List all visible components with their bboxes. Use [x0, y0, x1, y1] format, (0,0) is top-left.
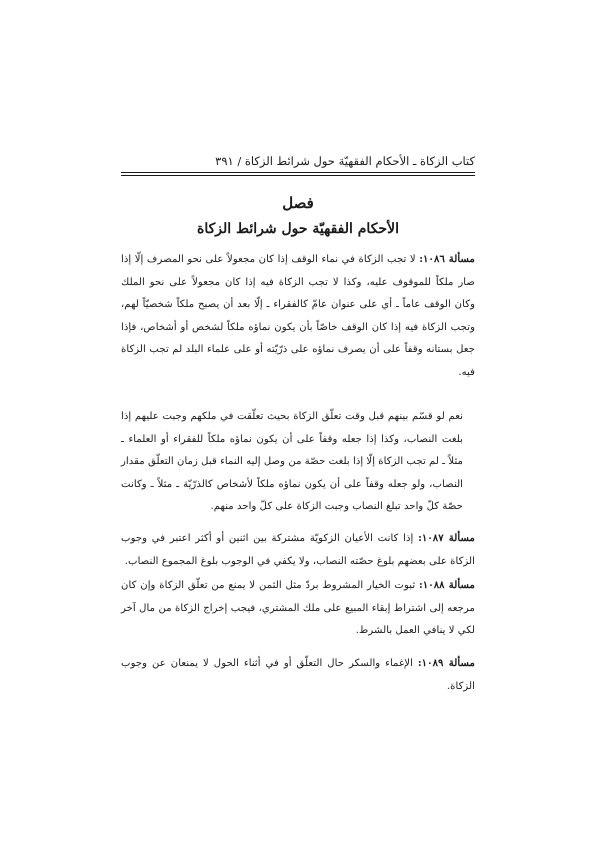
paragraph-text: ثبوت الخيار المشروط بردّ مثل الثمن لا يمنع من تعلّق الزكاة وإن كان مرجعه إلى اشتراط إبقاء المبيع على ملك المشتري، فيجب إخراج الزكاة من مال آخر لكي لا ينافي العمل بالشرط. — [121, 580, 475, 637]
paragraph-masala-1087 — [121, 527, 475, 573]
running-header: كتاب الزكاة ـ الأحكام الفقهيّة حول شرائط الزكاة / ٣٩١ — [215, 154, 475, 168]
section-title: الأحكام الفقهيّة حول شرائط الزكاة — [197, 221, 399, 237]
paragraph-masala-1089 — [121, 652, 475, 698]
paragraph-masala-1086 — [121, 248, 475, 385]
paragraph-masala-1088 — [121, 574, 475, 643]
section-heading: فصل — [282, 194, 314, 212]
paragraph-text: الإغماء والسكر حال التعلّق أو في أثناء الحول لا يمنعان عن وجوب الزكاة. — [121, 658, 475, 692]
masala-label: مسألة ١٠٨٧: — [418, 532, 476, 544]
masala-label: مسألة ١٠٨٨: — [419, 579, 475, 591]
paragraph-text: إذا كانت الأعيان الزكويّة مشتركة بين اثنين أو أكثر اعتبر في وجوب الزكاة على بعضهم بلوغ حصّته النصاب، ولا يكفي في الوجوب بلوغ المجموع النصاب. — [121, 533, 475, 567]
masala-label: مسألة ١٠٨٦: — [419, 253, 476, 265]
paragraph-text: لا تجب الزكاة في نماء الوقف إذا كان مجعولاً على نحو المصرف إلّا إذا صار ملكاً للموقوف عليه، وكذا لا تجب الزكاة فيه إذا كان مجعولاً على نحو الملك وكان الوقف عاماً ـ أي على عنوان عامّ كالفقراء ـ إلّا بعد أن يصبح ملكاً شخصيّاً لهم، وتجب الزكاة فيه إذا كان الوقف خاصّاً بأن يكون نماؤه ملكاً لشخص أو أشخاص، فإذا جعل بستانه وقفاً على أن يصرف نماؤه على ذرّيّته أو على علماء البلد لم تجب الزكاة فيه. — [121, 254, 475, 378]
paragraph-text: نعم لو قسّم بينهم قبل وقت تعلّق الزكاة بحيث تعلّقت في ملكهم وجبت عليهم إذا بلغت النصاب، وكذا إذا جعله وقفاً على أن يكون نماؤه ملكاً للفقراء أو العلماء ـ مثلاً ـ لم تجب الزكاة إلّا إذا بلغت حصّة من وصل إليه النماء قبل زمان التعلّق مقدار النصاب، ولو جعله وقفاً على أن يكون نماؤه ملكاً لأشخاص كالذرّيّة ـ مثلاً ـ وكانت حصّة كلّ واحد تبلغ النصاب وجبت الزكاة على كلّ واحد منهم. — [121, 411, 463, 513]
paragraph-continuation — [121, 406, 475, 519]
header-rule-top — [121, 172, 475, 173]
header-rule-bottom — [121, 175, 475, 176]
masala-label: مسألة ١٠٨٩: — [417, 657, 475, 669]
